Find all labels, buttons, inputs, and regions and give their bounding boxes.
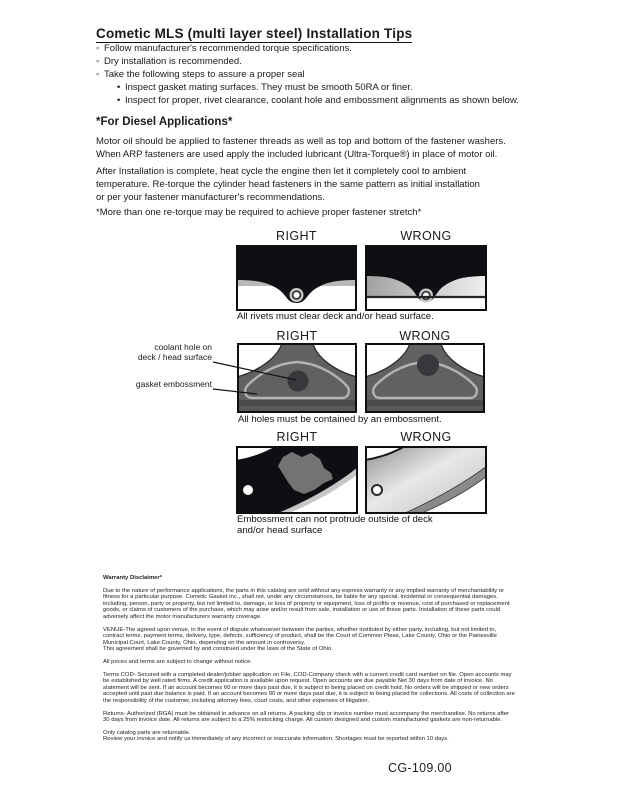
row1-caption: All rivets must clear deck and/or head surface. bbox=[237, 311, 434, 322]
venue-paragraph: VENUE-The agreed upon venue, in the event of dispute whatsoever between the parties, whether instituted by either party, including, but not limited to, contract terms, payment terms, delivery, type, defects, sufficiency of product, shall be the Court of Common Pleas, Lake County, Ohio or the Painesville Municipal Court, Lake County, Ohio, depending on the amount in controversy. bbox=[103, 626, 497, 646]
open-bullet-icon: ◦ bbox=[96, 68, 100, 80]
paragraph-line: temperature. Re-torque the cylinder head fasteners in the same pattern as initial installation bbox=[96, 179, 480, 191]
tip-text: Inspect for proper, rivet clearance, coolant hole and embossment alignments as shown below. bbox=[125, 94, 519, 106]
tip-item bbox=[117, 95, 519, 108]
filled-bullet-icon: • bbox=[117, 94, 121, 106]
diesel-paragraph-1 bbox=[96, 135, 506, 161]
paragraph-line: After Installation is complete, heat cycle the engine then let it completely cool to ambient bbox=[96, 166, 467, 177]
row2-caption: All holes must be contained by an embossment. bbox=[238, 414, 442, 425]
paragraph-line: or per your fastener manufacturer's recommendations. bbox=[96, 192, 325, 204]
governing-law-line: This agreement shall be governed by and construed under the laws of the State of Ohio. bbox=[103, 646, 333, 653]
label-leader-lines bbox=[200, 340, 320, 402]
tip-text: Follow manufacturer's recommended torque specifications. bbox=[104, 43, 352, 54]
right-label: RIGHT bbox=[276, 430, 318, 444]
protrusion-wrong-diagram bbox=[365, 446, 487, 514]
prices-line: All prices and terms are subject to change without notice. bbox=[103, 658, 252, 665]
coolant-hole-label: coolant hole on deck / head surface bbox=[137, 342, 212, 362]
rivet-right-diagram bbox=[236, 245, 357, 311]
warranty-disclaimer-heading: Warranty Disclaimer* bbox=[103, 575, 163, 581]
tip-item bbox=[96, 69, 519, 82]
paragraph-line: When ARP fasteners are used apply the included lubricant (Ultra-Torque®) in place of motor oil. bbox=[96, 149, 498, 161]
retorque-note: *More than one re-torque may be required to achieve proper fastener stretch* bbox=[96, 207, 422, 218]
tip-item bbox=[96, 43, 519, 56]
rivet-wrong-diagram bbox=[365, 245, 487, 311]
rivet-icon bbox=[290, 288, 304, 302]
bolt-hole bbox=[243, 485, 253, 495]
diesel-heading: *For Diesel Applications* bbox=[96, 116, 233, 128]
wrong-label: WRONG bbox=[399, 329, 451, 343]
filled-bullet-icon: • bbox=[117, 81, 121, 93]
page-code: CG-109.00 bbox=[388, 761, 452, 775]
returns-paragraph: Returns- Authorized (RGA) must be obtained in advance on all returns. A packing slip or invoice number must accompany the merchandise. No returns after 30 days from invoice date. All returns are subject to a 25% restocking charge. All custom designed and custom manufactured gaskets are non-returnable. bbox=[103, 710, 510, 724]
tip-text: Dry installation is recommended. bbox=[104, 55, 242, 67]
right-label: RIGHT bbox=[276, 229, 317, 243]
wrong-label: WRONG bbox=[400, 229, 452, 243]
tip-item bbox=[117, 82, 519, 95]
wrong-label: WRONG bbox=[400, 430, 452, 444]
coolant-hole bbox=[417, 354, 439, 376]
paragraph-line: Motor oil should be applied to fastener threads as well as top and bottom of the fastener washers. bbox=[96, 136, 506, 147]
legal-section bbox=[103, 575, 517, 743]
catalog-returnable-line: Only catalog parts are returnable. bbox=[103, 729, 191, 736]
diesel-paragraph-2 bbox=[96, 165, 480, 205]
page-title: Cometic MLS (multi layer steel) Installation Tips bbox=[96, 26, 413, 41]
open-bullet-icon: ◦ bbox=[96, 43, 100, 54]
warranty-paragraph: Due to the nature of performance applications, the parts in this catalog are sold without any express warranty or any implied warranty of merchantability or fitness for a particular purpose. Cometic Gasket Inc., shall not, under any circumstances, be liable for any special, incidental or consequential damages, including, person, party or property, but not limited to, damage, or loss of property or equipment, loss of profits or revenue, cost of purchased or replacement goods, or claims of customers of the purchase, which may arise and/or result from sale, installation or use of these parts. Installation of these parts could adversely affect the motor manufacturers warranty coverage. bbox=[103, 587, 510, 620]
tip-text: Take the following steps to assure a proper seal bbox=[104, 68, 305, 80]
gasket-embossment-label: gasket embossment bbox=[135, 379, 212, 389]
tips-list bbox=[96, 43, 519, 108]
protrusion-right-diagram bbox=[236, 446, 358, 514]
row3-caption: Embossment can not protrude outside of deck and/or head surface bbox=[237, 514, 433, 536]
embossment-wrong-diagram bbox=[365, 343, 485, 413]
review-invoice-line: Review your invoice and notify us immediately of any incorrect or inaccurate information. Shortages must be reported within 10 days. bbox=[103, 736, 449, 743]
bolt-hole bbox=[372, 485, 382, 495]
tip-item bbox=[96, 56, 519, 69]
right-label: RIGHT bbox=[276, 329, 318, 343]
open-bullet-icon: ◦ bbox=[96, 55, 100, 67]
tip-text: Inspect gasket mating surfaces. They must be smooth 50RA or finer. bbox=[125, 81, 413, 93]
terms-paragraph: Terms COD- Secured with a completed dealer/jobber application on File, COD-Company check with a current credit card number on file. Open accounts may be established by well rated firms. A credit application is available upon request. Open accounts are due payable Net 30 days from date of invoice. No statement will be sent. If an account becomes 60 or more days past due, it is subject to being placed on credit hold. No orders will be shipped or new orders accepted until past due balance is paid. If an account becomes 90 or more days past due, it is subject to being placed for collections. All costs of collection are the responsibility of the customer, including attorney fees, court costs, and other expenses of litigation. bbox=[103, 671, 515, 704]
